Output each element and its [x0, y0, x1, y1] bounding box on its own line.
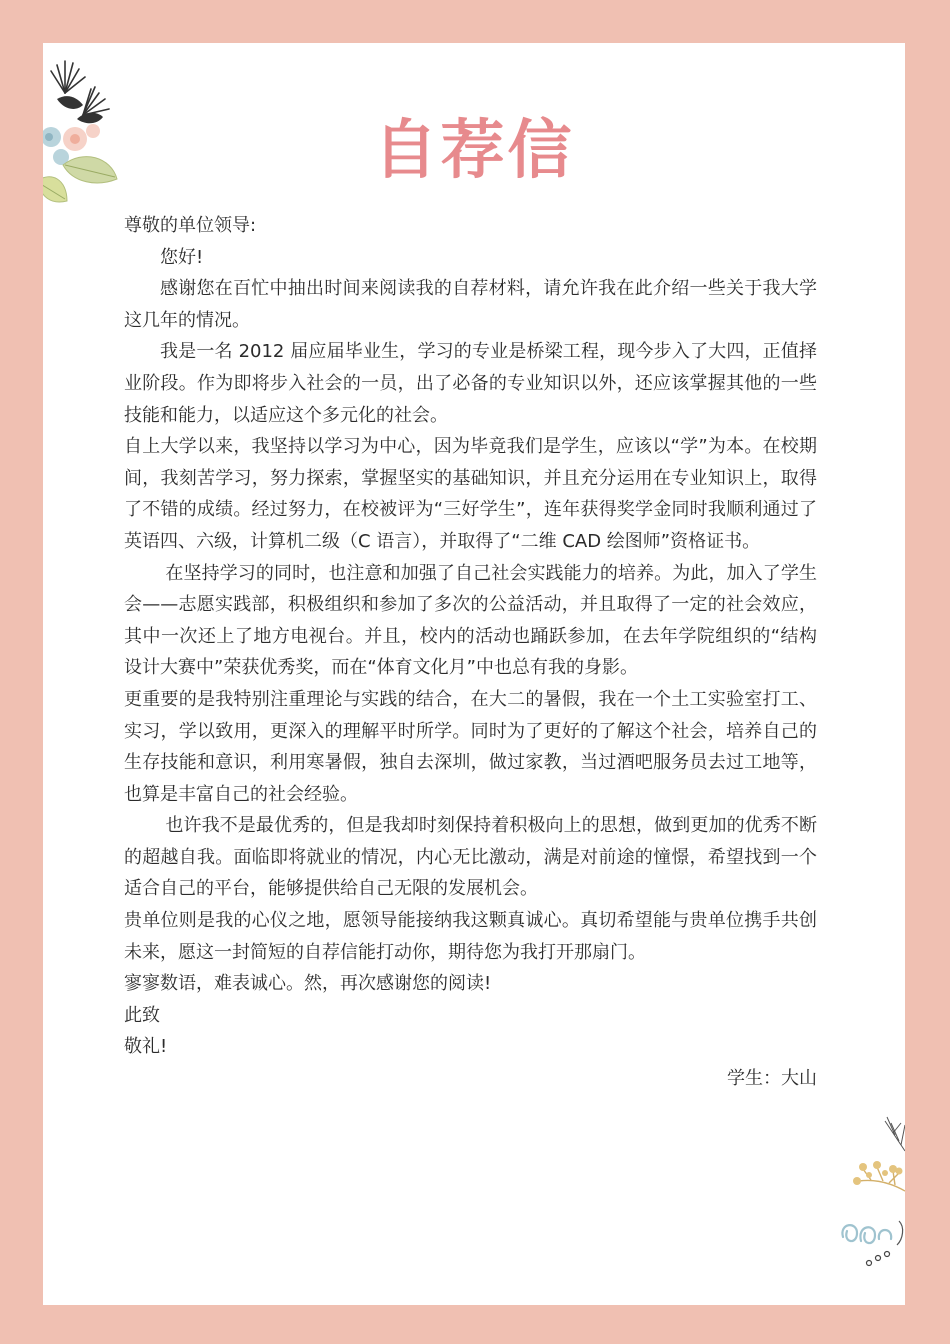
letter-body	[124, 210, 817, 1095]
closing-line-1: 此致	[124, 1004, 160, 1026]
paragraph-wish: 贵单位则是我的心仪之地，愿领导能接纳我这颗真诚心。真切希望能与贵单位携手共创未来，愿这一封简短的自荐信能打动你，期待您为我打开那扇门。	[124, 910, 817, 963]
closing-line-2: 敬礼!	[124, 1036, 168, 1058]
paragraph-practice: 更重要的是我特别注重理论与实践的结合，在大二的暑假，我在一个土工实验室打工、实习，学以致用，更深入的理解平时所学。同时为了更好的了解这个社会，培养自己的生存技能和意识，利用寒暑假，独自去深圳，做过家教，当过酒吧服务员去过工地等，也算是丰富自己的社会经验。	[124, 688, 817, 805]
paragraph-activities: 在坚持学习的同时，也注意和加强了自己社会实践能力的培养。为此，加入了学生会——志愿实践部，积极组织和参加了多次的公益活动，并且取得了一定的社会效应，其中一次还上了地方电视台。并且，校内的活动也踊跃参加，在去年学院组织的“结构设计大赛中”荣获优秀奖，而在“体育文化月”中也总有我的身影。	[124, 562, 817, 679]
letter-page	[43, 43, 905, 1305]
floral-decoration-icon	[839, 1111, 905, 1271]
signature: 学生：大山	[727, 1068, 817, 1090]
page-title: 自荐信	[373, 114, 575, 188]
paragraph-background: 我是一名 2012 届应届毕业生，学习的专业是桥梁工程，现今步入了大四，正值择业阶段。作为即将步入社会的一员，出了必备的专业知识以外，还应该掌握其他的一些技能和能力，以适应这个多元化的社会。	[124, 341, 817, 426]
paragraph-thanks: 寥寥数语，难表诚心。然，再次感谢您的阅读!	[124, 973, 492, 995]
salutation: 尊敬的单位领导:	[124, 215, 257, 236]
paragraph-aspiration: 也许我不是最优秀的，但是我却时刻保持着积极向上的思想，做到更加的优秀不断的超越自我。面临即将就业的情况，内心无比激动，满是对前途的憧憬，希望找到一个适合自己的平台，能够提供给自己无限的发展机会。	[124, 815, 817, 900]
paragraph-intro: 感谢您在百忙中抽出时间来阅读我的自荐材料，请允许我在此介绍一些关于我大学 这几年的情况。	[124, 278, 817, 331]
paragraph-studies: 自上大学以来，我坚持以学习为中心，因为毕竟我们是学生，应该以“学”为本。在校期间，我刻苦学习，努力探索，掌握坚实的基础知识，并且充分运用在专业知识上，取得了不错的成绩。经过努力，在校被评为“三好学生”，连年获得奖学金同时我顺利通过了英语四、六级，计算机二级（C 语言），并取得了“二维 CAD 绘图师”资格证书。	[124, 436, 817, 552]
greeting: 您好!	[160, 246, 204, 268]
